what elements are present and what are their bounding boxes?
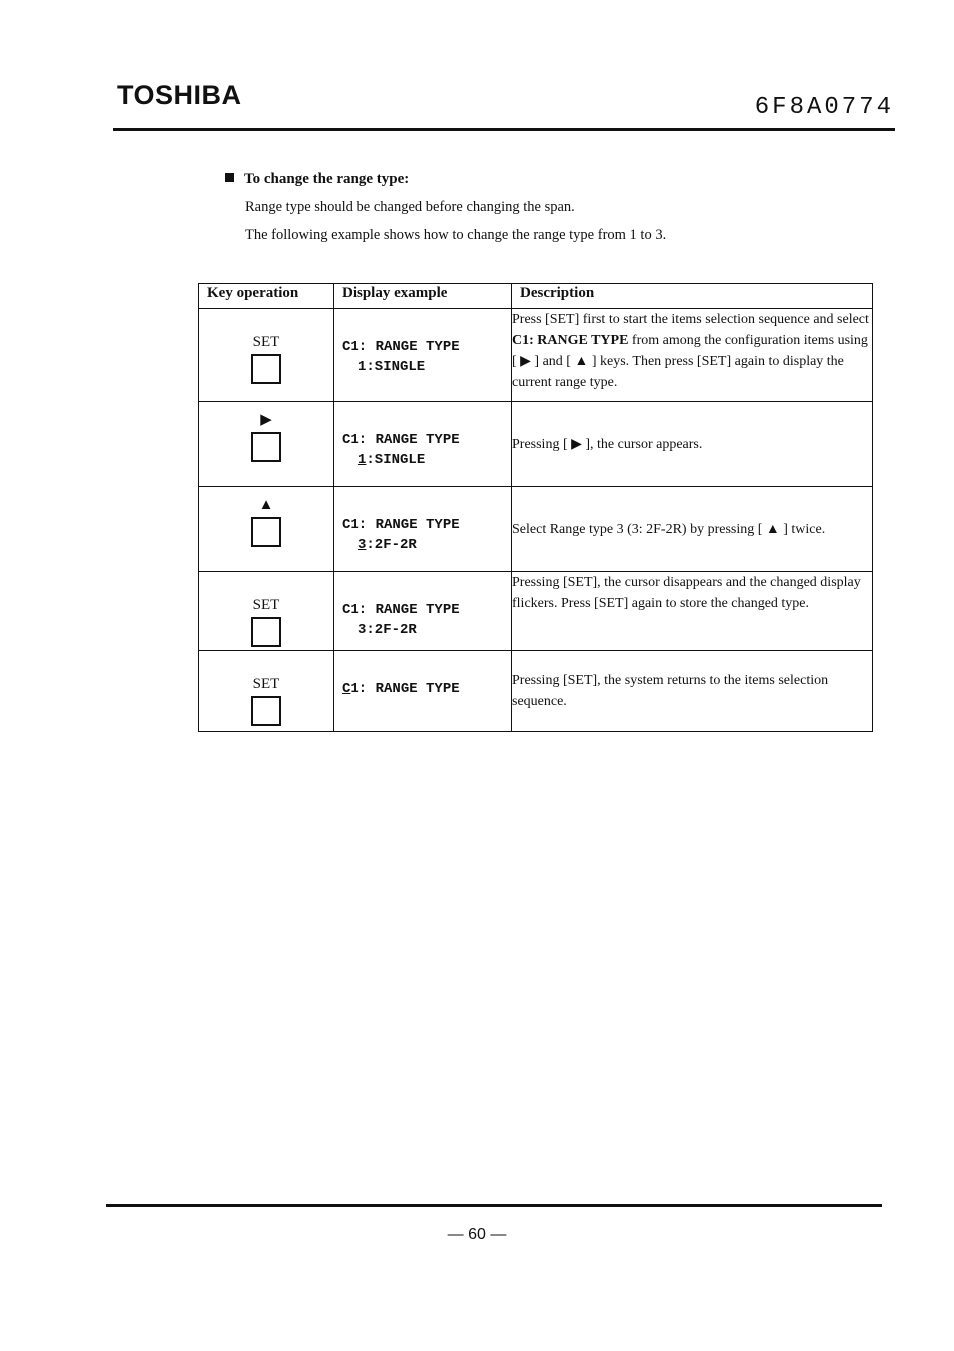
page-number: — 60 — — [447, 1226, 507, 1243]
cursor-char: 3 — [358, 537, 367, 553]
key-operation-cell — [199, 487, 334, 572]
display-example-cell — [334, 572, 512, 651]
display-example-cell — [334, 309, 512, 402]
key-box-icon — [251, 432, 281, 462]
display-line-2: 1:SINGLE — [358, 452, 426, 468]
key-operation-cell — [199, 309, 334, 402]
key-box-icon — [251, 354, 281, 384]
display-example-cell — [334, 651, 512, 732]
document-number: 6F8A0774 — [754, 94, 894, 121]
key-label: SET — [252, 676, 280, 692]
key-operation-table — [198, 283, 873, 732]
display-line-2: 1:SINGLE — [358, 359, 426, 375]
table-header-row — [199, 284, 873, 309]
table-row — [199, 651, 873, 732]
cursor-char: C — [342, 681, 351, 697]
bullet-square-icon — [225, 173, 234, 182]
table-row — [199, 487, 873, 572]
footer-rule — [106, 1204, 882, 1207]
key-operation-cell — [199, 572, 334, 651]
description-cell: Pressing [SET], the system returns to the items selection sequence. — [512, 651, 873, 732]
section-heading-text: To change the range type: — [244, 171, 410, 187]
description-cell: Pressing [ ▶ ], the cursor appears. — [512, 402, 873, 487]
intro-paragraph-1: Range type should be changed before changing the span. — [245, 199, 575, 215]
section-heading — [225, 171, 409, 188]
key-operation-cell — [199, 651, 334, 732]
key-box-icon — [251, 617, 281, 647]
column-header-display-example: Display example — [334, 284, 512, 309]
display-line-1: C1: RANGE TYPE — [342, 681, 460, 697]
display-line-1: C1: RANGE TYPE — [342, 339, 460, 355]
up-arrow-key-icon: ▲ — [258, 497, 274, 513]
cursor-char: 1 — [358, 452, 367, 468]
intro-paragraph-2: The following example shows how to change the range type from 1 to 3. — [245, 227, 667, 243]
key-operation-cell — [199, 402, 334, 487]
table-row — [199, 572, 873, 651]
key-box-icon — [251, 696, 281, 726]
display-line-2 — [334, 699, 511, 719]
right-arrow-key-icon: ▶ — [260, 412, 272, 428]
key-label: SET — [252, 597, 280, 613]
header-rule — [113, 128, 895, 131]
key-box-icon — [251, 517, 281, 547]
display-example-cell — [334, 402, 512, 487]
display-line-2: 3:2F-2R — [358, 537, 417, 553]
display-line-1: C1: RANGE TYPE — [342, 432, 460, 448]
description-cell: Press [SET] first to start the items selection sequence and select C1: RANGE TYPE from among the configuration items using [ ▶ ] and [ ▲ ] keys. Then press [SET] again to display the current range type. — [512, 309, 873, 402]
display-example-cell — [334, 487, 512, 572]
column-header-key-operation: Key operation — [199, 284, 334, 309]
display-line-2: 3:2F-2R — [358, 622, 417, 638]
table-row — [199, 309, 873, 402]
description-cell: Select Range type 3 (3: 2F-2R) by pressing [ ▲ ] twice. — [512, 487, 873, 572]
key-label: SET — [252, 334, 280, 350]
brand-logo: TOSHIBA — [117, 80, 242, 110]
column-header-description: Description — [512, 284, 873, 309]
table-row — [199, 402, 873, 487]
description-cell: Pressing [SET], the cursor disappears and the changed display flickers. Press [SET] again to store the changed type. — [512, 572, 873, 651]
display-line-1: C1: RANGE TYPE — [342, 517, 460, 533]
display-line-1: C1: RANGE TYPE — [342, 602, 460, 618]
